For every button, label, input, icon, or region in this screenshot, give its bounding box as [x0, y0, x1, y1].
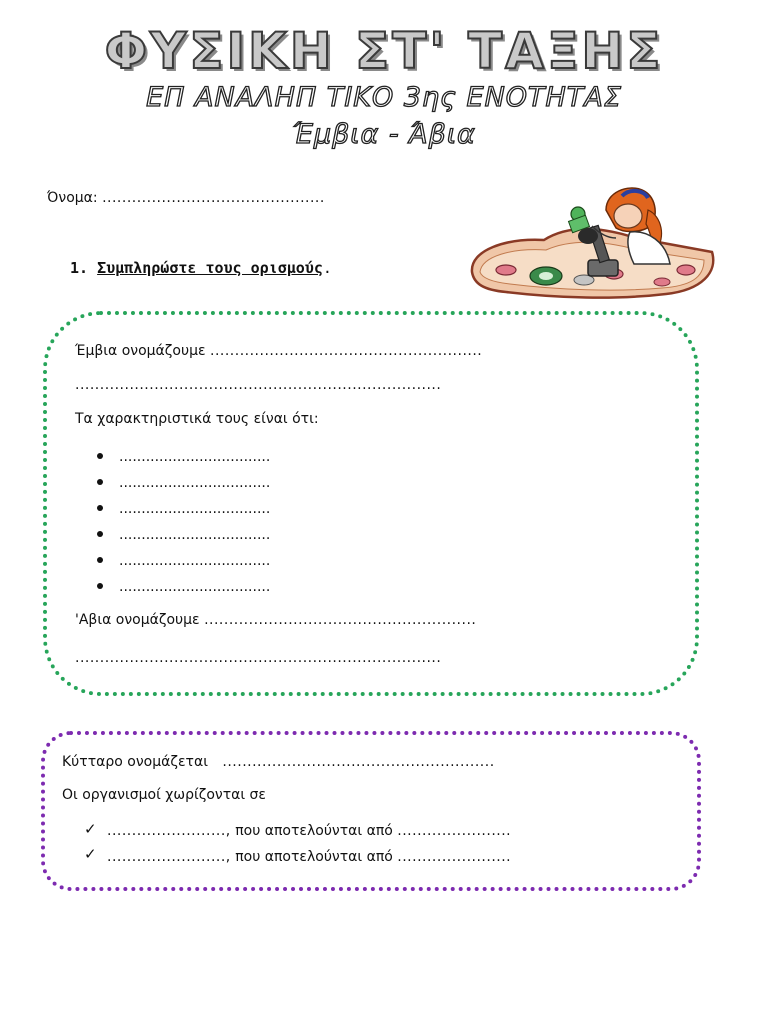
bullet-icon [97, 557, 103, 563]
worksheet-subtitle: ΕΠ ΑΝΑΛΗΠ ΤΙΚΟ 3ης ΕΝΟΤΗΤΑΣ [146, 82, 622, 113]
composed-of-label: που αποτελούνται από [235, 823, 393, 839]
organisms-label: Οι οργανισμοί χωρίζονται σε [62, 787, 266, 803]
composed-of-blank[interactable]: ....................... [397, 823, 512, 839]
emvia-blank[interactable]: ....................................................... [210, 343, 483, 359]
cell-row [62, 754, 495, 770]
question-number: 1. [70, 259, 89, 277]
name-row [47, 190, 325, 206]
characteristic-blank[interactable]: .................................. [119, 579, 271, 595]
characteristic-blank[interactable]: .................................. [119, 501, 271, 517]
group-blank[interactable]: ........................, [107, 849, 231, 865]
check-mark-icon: ✓ [84, 845, 97, 863]
emvia-blank-2[interactable]: .......................................................................... [75, 377, 442, 393]
bullet-icon [97, 505, 103, 511]
cell-blank[interactable]: ....................................................... [222, 754, 495, 770]
characteristic-blank[interactable]: .................................. [119, 553, 271, 569]
check-item-row [107, 849, 511, 865]
bullet-icon [97, 531, 103, 537]
name-label: Όνομα: [47, 190, 98, 206]
characteristic-blank[interactable]: .................................. [119, 475, 271, 491]
characteristic-blank[interactable]: .................................. [119, 527, 271, 543]
avia-blank-2[interactable]: .......................................................................... [75, 650, 442, 666]
emvia-label: Έμβια ονομάζουμε [75, 343, 206, 359]
question-period: . [322, 259, 332, 277]
bullet-icon [97, 479, 103, 485]
bullet-icon [97, 583, 103, 589]
check-mark-icon: ✓ [84, 820, 97, 838]
avia-label: 'Αβια ονομάζουμε [75, 612, 200, 628]
cell-label: Κύτταρο ονομάζεται [62, 754, 208, 770]
emvia-row [75, 343, 482, 359]
avia-row [75, 612, 476, 628]
worksheet-topic: Έμβια - Άβια [292, 119, 476, 150]
scientist-with-microscope-icon [466, 180, 718, 302]
characteristic-blank[interactable]: .................................. [119, 449, 271, 465]
emvia-continuation-row [75, 377, 441, 393]
composed-of-label: που αποτελούνται από [235, 849, 393, 865]
group-blank[interactable]: ........................, [107, 823, 231, 839]
question-text: Συμπληρώστε τους ορισμούς [97, 259, 323, 277]
characteristics-label: Τα χαρακτηριστικά τους είναι ότι: [75, 411, 319, 427]
question-1 [70, 259, 332, 277]
avia-continuation-row [75, 650, 441, 666]
check-item-row [107, 823, 511, 839]
composed-of-blank[interactable]: ....................... [397, 849, 512, 865]
name-blank[interactable]: ............................................. [102, 190, 325, 206]
avia-blank[interactable]: ....................................................... [204, 612, 477, 628]
worksheet-title: ΦΥΣΙΚΗ ΣΤ' ΤΑΞΗΣ [104, 22, 664, 80]
bullet-icon [97, 453, 103, 459]
